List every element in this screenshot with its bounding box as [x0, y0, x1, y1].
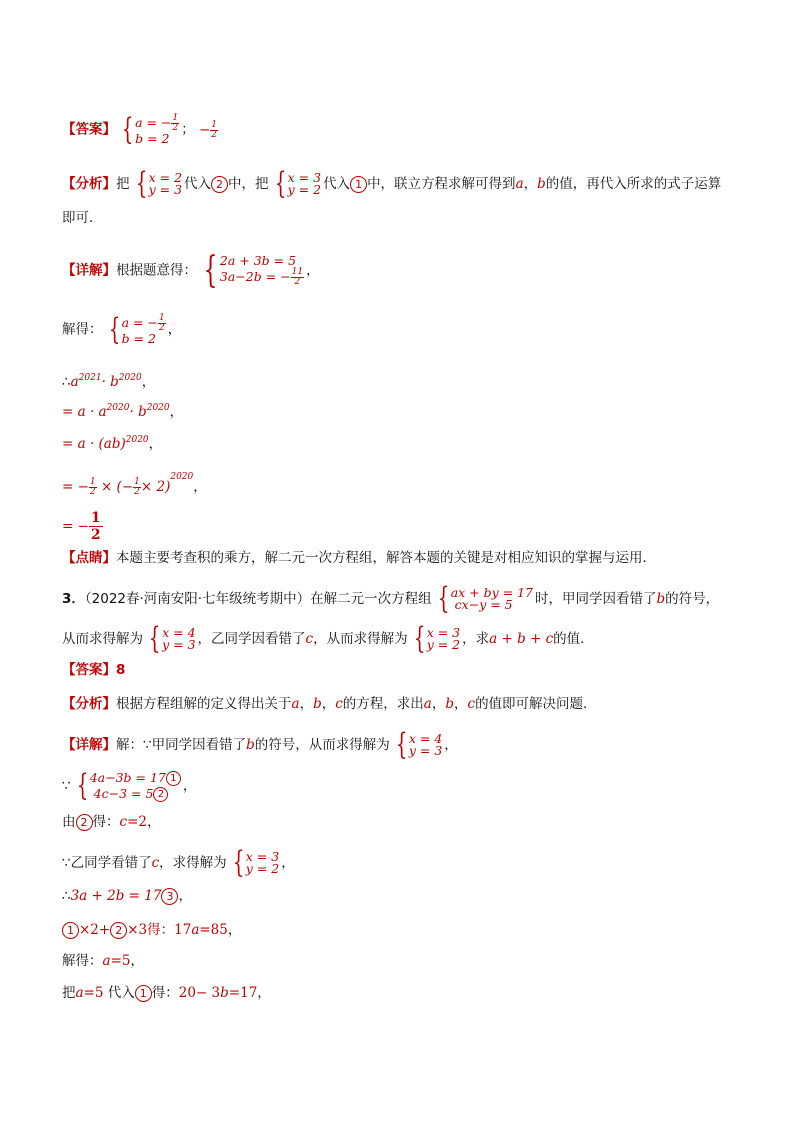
comment-line: 【点睛】本题主要考查积的乘方，解二元一次方程组，解答本题的关键是对相应知识的掌握与运用． [62, 550, 656, 566]
detail-line-3: 【详解】解：∵甲同学因看错了b的符号，从而求得解为 { x = 4 y = 3 ， [62, 727, 458, 762]
eq3-line: ∴3a + 2b = 17 3 ， [62, 888, 192, 904]
yi-line: ∵乙同学看错了c，求得解为 { x = 3 y = 2 ， [62, 845, 295, 880]
analysis-line-1: 【分析】把 { x = 2 y = 3 代入 2 中，把 { x = 3 y = 2 代入 1 中，联立方程求解可得到a，b的值，再代入所求的式子运算 [62, 166, 722, 201]
combine-line: 1 ×2+ 2 ×3得：17a=85， [62, 920, 241, 940]
solve-a-line: 解得：a=5， [62, 953, 144, 969]
calc-line-3: = a · (ab)$^{2020}$， [62, 435, 163, 452]
detail-line-1: 【详解】根据题意得： { 2a + 3b = 5 3a−2b = − $\frac{11}{2}$ ， [62, 249, 320, 291]
answer-system: { a = − $\frac{1}{2}$ b = 2 [121, 111, 179, 147]
calc-line-2: = $a \cdot a^{2020}\cdot b^{2020}$， [62, 403, 184, 420]
answer-line-1: 【答案】 { a = − $\frac{1}{2}$ b = 2 ； − $\frac{1}{2}$ [62, 111, 218, 147]
answer-line-3: 【答案】8 [62, 662, 126, 678]
c-line: 由 2 得：c=2， [62, 814, 161, 830]
solve-line: 解得： { a = − $\frac{1}{2}$ b = 2 ， [62, 311, 182, 347]
substitute-line: 把a=5 代入 1 得：20− 3b=17， [62, 985, 271, 1001]
analysis-line-3: 【分析】根据方程组解的定义得出关于a，b，c的方程，求出a，b，c的值即可解决问题． [62, 696, 597, 712]
problem-3-line-1: 3．（2022春·河南安阳·七年级统考期中）在解二元一次方程组 { ax + by = 17 cx−y = 5 时，甲同学因看错了b的符号， [62, 581, 720, 616]
system-line: ∵ { 4a−3b = 17 1 4c−3 = 5 2 ， [62, 768, 197, 803]
answer-tag: 【答案】 [62, 121, 116, 138]
analysis-line-2: 即可． [62, 210, 103, 226]
calc-line-4: = − $\frac{1}{2}$ × (− $\frac{1}{2}$ × 2)$^{2020}$， [62, 472, 207, 497]
calc-line-5: = − $\frac{1}{2}$ [62, 510, 101, 543]
problem-3-line-2: 从而求得解为 { x = 4 y = 3 ，乙同学因看错了c，从而求得解为 { x = 3 y = 2 ，求a + b + c的值． [62, 621, 594, 656]
calc-line-1: $\therefore a^{2021}\cdot b^{2020}$， [62, 373, 156, 390]
